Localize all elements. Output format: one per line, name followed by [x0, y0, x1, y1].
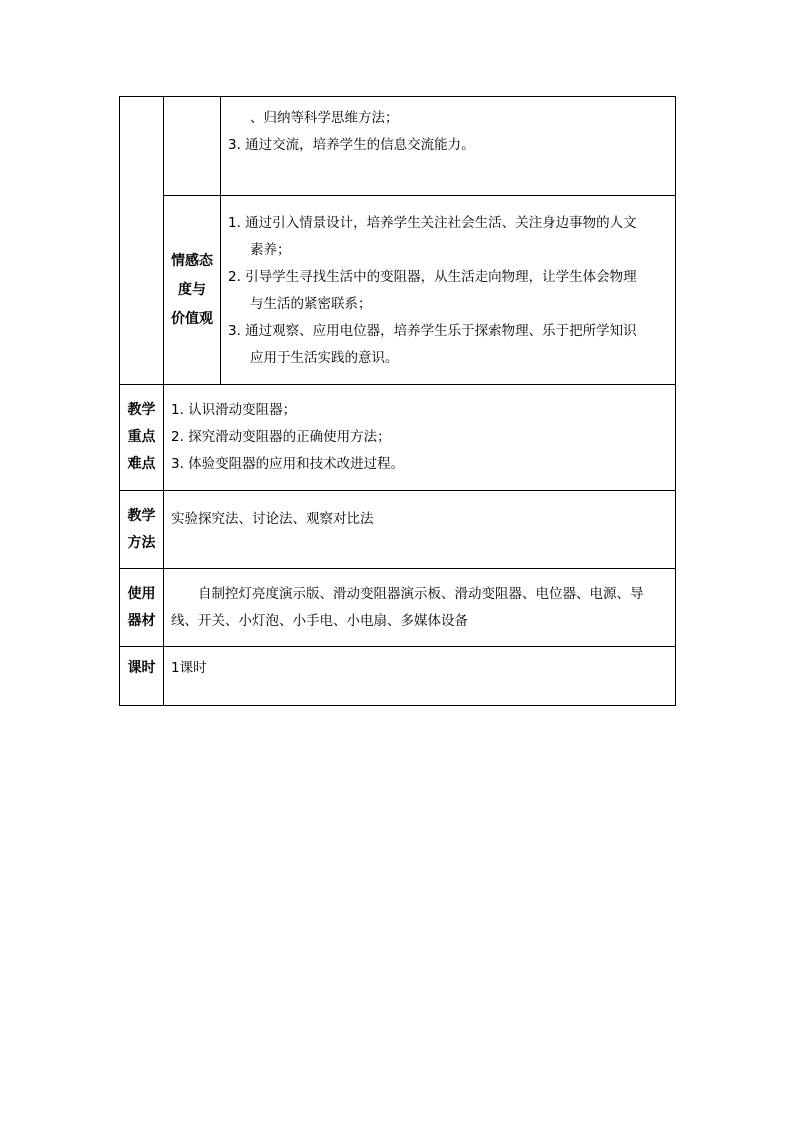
emotion-item-3-line-b: 应用于生活实践的意识。 — [250, 350, 399, 366]
emotion-item-1-line-a: 1. 通过引入情景设计，培养学生关注社会生活、关注身边事物的人文 — [228, 215, 637, 231]
process-sublabel-cell — [164, 97, 221, 196]
emotion-item-2-line-a: 2. 引导学生寻找生活中的变阻器，从生活走向物理，让学生体会物理 — [228, 269, 637, 285]
emotion-item-3-line-a: 3. 通过观察、应用电位器，培养学生乐于探索物理、乐于把所学知识 — [228, 323, 637, 339]
key-point-item-2: 2. 探究滑动变阻器的正确使用方法； — [171, 429, 391, 445]
duration-text: 1课时 — [171, 660, 207, 676]
emotion-item-2-line-b: 与生活的紧密联系； — [250, 296, 372, 312]
equipment-label-line-1: 使用 — [127, 585, 156, 602]
emotion-label-line-1: 情感态 — [171, 252, 213, 269]
process-item-3: 3. 通过交流，培养学生的信息交流能力。 — [228, 137, 475, 153]
equipment-label-line-2: 器材 — [127, 612, 156, 629]
emotion-label-line-2: 度与 — [178, 281, 206, 298]
methods-row — [120, 491, 676, 569]
emotion-sublabel-cell — [164, 196, 221, 385]
methods-label-line-2: 方法 — [127, 534, 156, 551]
emotion-item-1 — [228, 210, 667, 264]
emotion-item-3 — [228, 318, 667, 372]
key-points-label-line-3: 难点 — [127, 456, 156, 472]
duration-content-cell — [164, 647, 676, 706]
key-points-row — [120, 385, 676, 491]
objectives-label-cell — [120, 97, 164, 385]
equipment-text: 自制控灯亮度演示版、滑动变阻器演示板、滑动变阻器、电位器、电源、导线、开关、小灯泡、小手电、小电扇、多媒体设备 — [171, 585, 644, 629]
lesson-plan-table — [119, 96, 676, 706]
key-points-label-cell — [120, 385, 164, 491]
emotion-content-cell — [221, 196, 676, 385]
methods-label-cell — [120, 491, 164, 569]
key-points-label-line-2: 重点 — [127, 429, 156, 445]
emotion-row — [120, 196, 676, 385]
key-point-item-1: 1. 认识滑动变阻器； — [171, 402, 297, 418]
emotion-label-line-3: 价值观 — [171, 310, 213, 327]
process-content-cell — [221, 97, 676, 196]
key-points-label-line-1: 教学 — [127, 402, 156, 418]
process-line-continued: 、归纳等科学思维方法； — [250, 110, 399, 126]
equipment-content-cell — [164, 569, 676, 647]
methods-text: 实验探究法、讨论法、观察对比法 — [171, 511, 374, 527]
duration-label-cell — [120, 647, 164, 706]
duration-label: 课时 — [127, 660, 156, 676]
methods-content-cell — [164, 491, 676, 569]
equipment-label-cell — [120, 569, 164, 647]
emotion-item-1-line-b: 素养； — [250, 242, 291, 258]
methods-label-line-1: 教学 — [127, 507, 156, 524]
key-points-content-cell — [164, 385, 676, 491]
process-method-row-tail — [120, 97, 676, 196]
duration-row — [120, 647, 676, 706]
key-point-item-3: 3. 体验变阻器的应用和技术改进过程。 — [171, 456, 405, 472]
emotion-item-2 — [228, 264, 667, 318]
equipment-row — [120, 569, 676, 647]
